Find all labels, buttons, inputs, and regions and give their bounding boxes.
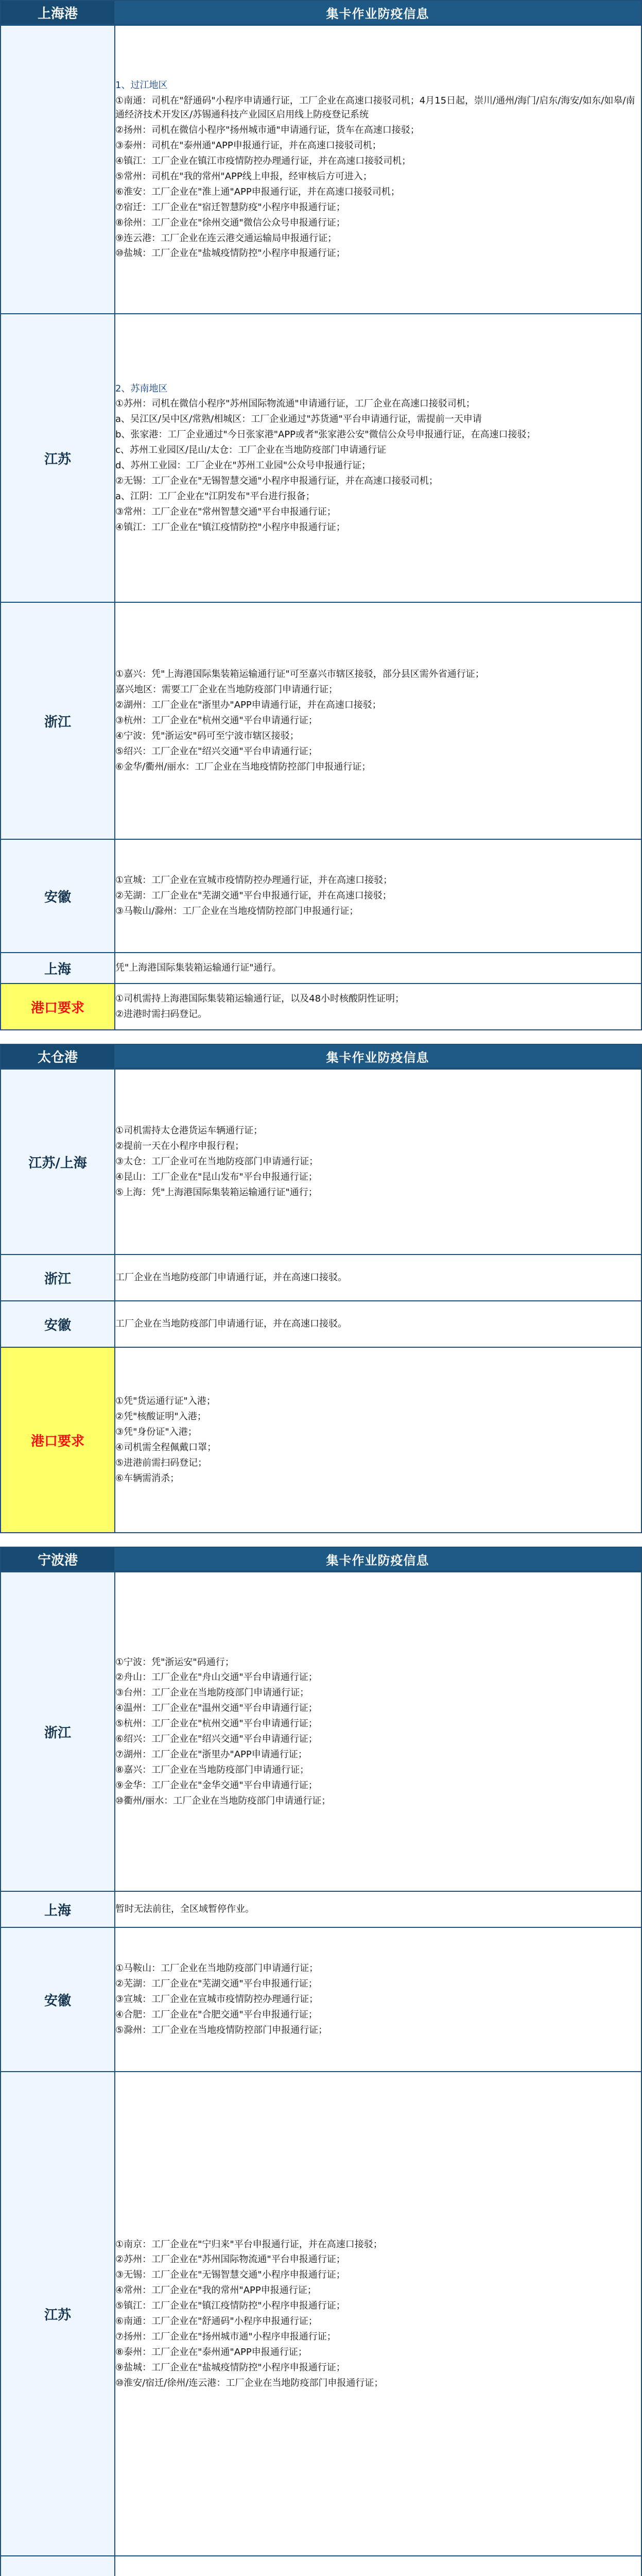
- region-content: [115, 1927, 641, 2072]
- section-header-taicang: [0, 1044, 642, 1069]
- region-content: [115, 839, 641, 953]
- region-content: [115, 984, 641, 1030]
- list-item: 凭"上海港国际集装箱运输通行证"通行。: [115, 962, 282, 974]
- region-label: 浙江: [1, 602, 115, 839]
- region-label: 江苏: [1, 2072, 115, 2556]
- region-label: 江苏/上海: [1, 1069, 115, 1255]
- list-item: ⑥绍兴：工厂企业在"绍兴交通"平台申请通行证；: [115, 1734, 318, 1744]
- section-title: 集卡作业防疫信息: [326, 6, 429, 21]
- list-item: ③马鞍山/滁州：工厂企业在当地疫情防控部门申报通行证；: [115, 905, 359, 917]
- region-label: 安徽: [1, 1301, 115, 1347]
- list-item: c、苏州工业园区/昆山/太仓：工厂企业在当地防疫部门申请通行证: [115, 445, 387, 456]
- region-label: 安徽: [1, 839, 115, 953]
- list-item: ⑤镇江：工厂企业在"镇江疫情防控"小程序申报通行证；: [115, 2300, 345, 2312]
- list-item: ①嘉兴：凭"上海港国际集装箱运输通行证"可至嘉兴市辖区接驳，部分县区需外省通行证；: [115, 669, 484, 680]
- region-label: 浙江: [1, 1255, 115, 1301]
- list-item: 暂时无法前往，全区域暂停作业。: [115, 1904, 254, 1915]
- list-item: b、张家港：工厂企业通过"今日张家港"APP或者"张家港公安"微信公众号申报通行证，在高速口接驳；: [115, 429, 536, 440]
- list-item: ⑦湖州：工厂企业在"浙里办"APP申请通行证；: [115, 1749, 307, 1760]
- list-item: ③宣城：工厂企业在宣城市疫情防控办理通行证；: [115, 1994, 319, 2005]
- list-item: ②芜湖：工厂企业在"芜湖交通"平台申报通行证，并在高速口接驳；: [115, 890, 392, 902]
- list-item: ⑥车辆需消杀；: [115, 1472, 180, 1484]
- list-item: ④镇江：工厂企业在"镇江疫情防控"小程序申报通行证；: [115, 521, 345, 533]
- region-label: 安徽: [1, 1927, 115, 2072]
- list-item: 工厂企业在当地防疫部门申请通行证，并在高速口接驳。: [115, 1272, 347, 1283]
- list-item: ⑤上海：凭"上海港国际集装箱运输通行证"通行；: [115, 1187, 318, 1198]
- list-item: ③凭"身份证"入港；: [115, 1427, 197, 1438]
- region-content: [115, 1891, 641, 1927]
- table-row: [1, 314, 641, 602]
- list-item: ②凭"核酸证明"入港；: [115, 1411, 206, 1422]
- list-item: ⑤进港前需扫码登记；: [115, 1457, 207, 1468]
- list-item: ④温州：工厂企业在"温州交通"平台申请通行证；: [115, 1703, 318, 1714]
- table-row: [1, 2072, 641, 2556]
- list-item: ①马鞍山：工厂企业在当地防疫部门申请通行证；: [115, 1963, 319, 1974]
- list-item: ④常州：工厂企业在"我的常州"APP申报通行证；: [115, 2285, 317, 2296]
- table-row: [1, 25, 641, 314]
- section-port-name: 太仓港: [1, 1045, 114, 1067]
- table-row: [1, 1069, 641, 1255]
- region-label: 上海: [1, 1891, 115, 1927]
- list-item: ⑧泰州：工厂企业在"泰州通"APP申报通行证；: [115, 2346, 307, 2358]
- list-item: ①宣城：工厂企业在宣城市疫情防控办理通行证，并在高速口接驳；: [115, 875, 393, 886]
- list-item: ③杭州：工厂企业在"杭州交通"平台申请通行证；: [115, 715, 318, 726]
- list-item: ⑤绍兴：工厂企业在"绍兴交通"平台申请通行证；: [115, 745, 318, 757]
- section-header-ningbo: [0, 1547, 642, 1571]
- list-item: 2、苏南地区: [115, 383, 168, 394]
- list-item: ②进港时需扫码登记。: [115, 1009, 207, 1020]
- region-label: [1, 2556, 115, 2576]
- list-item: 工厂企业在当地防疫部门申请通行证，并在高速口接驳。: [115, 1318, 347, 1330]
- region-label: [1, 25, 115, 314]
- list-item: ⑥金华/衢州/丽水：工厂企业在当地疫情防控部门申报通行证；: [115, 761, 371, 772]
- section-divider: [0, 1030, 642, 1044]
- table-row: [1, 984, 641, 1030]
- region-label: 上海: [1, 953, 115, 984]
- region-content: [115, 953, 641, 984]
- list-item: ⑩衢州/丽水：工厂企业在当地防疫部门申请通行证；: [115, 1795, 331, 1806]
- list-item: ②舟山：工厂企业在"舟山交通"平台申请通行证；: [115, 1672, 318, 1683]
- list-item: ①宁波：凭"浙运安"码通行；: [115, 1656, 234, 1668]
- list-item: ⑨金华：工厂企业在"金华交通"平台申请通行证；: [115, 1780, 318, 1791]
- section-table-ningbo: [0, 1571, 642, 2576]
- list-item: ①司机需持太仓港货运车辆通行证；: [115, 1125, 263, 1137]
- list-item: ②扬州：司机在微信小程序"扬州城市通"申请通行证，货车在高速口接驳；: [115, 125, 420, 136]
- section-divider: [0, 1533, 642, 1547]
- region-label: 港口要求: [1, 984, 115, 1030]
- list-item: ②芜湖：工厂企业在"芜湖交通"平台申报通行证；: [115, 1978, 318, 1990]
- list-item: ④宁波：凭"浙运安"码可至宁波市辖区接驳；: [115, 730, 299, 741]
- list-item: ③无锡：工厂企业在"无锡智慧交通"小程序申报通行证；: [115, 2269, 345, 2281]
- list-item: ④司机需全程佩戴口罩；: [115, 1442, 217, 1453]
- list-item: ⑥淮安：工厂企业在"淮上通"APP申报通行证，并在高速口接驳司机；: [115, 186, 400, 197]
- table-row: [1, 1891, 641, 1927]
- section-title: 集卡作业防疫信息: [326, 1050, 429, 1065]
- list-item: ⑨盐城：工厂企业在"盐城疫情防控"小程序申报通行证；: [115, 2362, 345, 2373]
- region-content: [115, 1255, 641, 1301]
- list-item: d、苏州工业园：工厂企业在"苏州工业园"公众号申报通行证；: [115, 460, 371, 471]
- list-item: ⑧嘉兴：工厂企业在当地防疫部门申请通行证；: [115, 1764, 309, 1775]
- region-content: [115, 1572, 641, 1891]
- table-row: [1, 839, 641, 953]
- region-content: [115, 314, 641, 602]
- list-item: ⑩淮安/宿迁/徐州/连云港：工厂企业在当地防疫部门申报通行证；: [115, 2377, 384, 2388]
- list-item: ⑤杭州：工厂企业在"杭州交通"平台申请通行证；: [115, 1718, 318, 1730]
- list-item: ③太仓：工厂企业可在当地防疫部门申请通行证；: [115, 1156, 319, 1167]
- region-label: 江苏: [1, 314, 115, 602]
- table-row: [1, 1301, 641, 1347]
- list-item: ⑩盐城：工厂企业在"盐城疫情防控"小程序申报通行证；: [115, 248, 345, 259]
- region-label: 港口要求: [1, 1347, 115, 1533]
- list-item: ⑧徐州：工厂企业在"徐州交通"微信公众号申报通行证；: [115, 217, 345, 228]
- list-item: ②无锡：工厂企业在"无锡智慧交通"小程序申报通行证，并在高速口接驳司机；: [115, 475, 438, 486]
- list-item: ①司机需持上海港国际集装箱运输通行证，以及48小时核酸阴性证明；: [115, 993, 405, 1005]
- section-port-name: 宁波港: [1, 1548, 114, 1570]
- list-item: ④镇江：工厂企业在镇江市疫情防控办理通行证，并在高速口接驳司机；: [115, 156, 411, 167]
- table-row: [1, 1347, 641, 1533]
- section-table-shanghai: [0, 25, 642, 1030]
- list-item: 嘉兴地区：需要工厂企业在当地防疫部门申请通行证；: [115, 684, 338, 696]
- section-header-shanghai: [0, 0, 642, 25]
- list-item: ⑤常州：司机在"我的常州"APP线上申报，经审核后方可进入；: [115, 171, 372, 182]
- list-item: 1、过江地区: [115, 79, 168, 91]
- region-content: [115, 2072, 641, 2556]
- list-item: ⑦扬州：工厂企业在"扬州城市通"小程序申报通行证；: [115, 2331, 336, 2342]
- table-row: [1, 1572, 641, 1891]
- list-item: ②苏州：工厂企业在"苏州国际物流通"平台申报通行证；: [115, 2254, 345, 2265]
- region-content: [115, 2556, 641, 2576]
- list-item: ③台州：工厂企业在当地防疫部门申请通行证；: [115, 1687, 309, 1699]
- list-item: ⑦宿迁：工厂企业在"宿迁智慧防疫"小程序申报通行证；: [115, 201, 345, 213]
- list-item: ①凭"货运通行证"入港；: [115, 1396, 216, 1407]
- table-row: [1, 1927, 641, 2072]
- list-item: ⑤滁州：工厂企业在当地疫情防控部门申报通行证；: [115, 2024, 328, 2036]
- list-item: ⑥南通：工厂企业在"舒通码"小程序申报通行证；: [115, 2316, 318, 2327]
- table-row: [1, 953, 641, 984]
- list-item: ③泰州：司机在"泰州通"APP申报通行证，并在高速口接驳司机；: [115, 140, 381, 151]
- list-item: ①南通：司机在"舒通码"小程序申请通行证，工厂企业在高速口接驳司机；4月15日起，崇川/通州/海门/启东/海安/如东/如皋/南通经济技术开发区/苏锡通科技产业园区启用线上防疫登记系统: [115, 95, 635, 121]
- section-table-taicang: [0, 1069, 642, 1533]
- list-item: ①南京：工厂企业在"宁归来"平台申报通行证，并在高速口接驳；: [115, 2239, 383, 2250]
- region-label: 浙江: [1, 1572, 115, 1891]
- table-row: [1, 1255, 641, 1301]
- list-item: ②湖州：工厂企业在"浙里办"APP申请通行证，并在高速口接驳；: [115, 700, 381, 711]
- region-content: [115, 1069, 641, 1255]
- region-content: [115, 1301, 641, 1347]
- list-item: ⑨连云港：工厂企业在连云港交通运输局申报通行证；: [115, 232, 337, 244]
- region-content: [115, 602, 641, 839]
- list-item: a、江阴：工厂企业在"江阴发布"平台进行报备；: [115, 490, 315, 502]
- section-title: 集卡作业防疫信息: [326, 1553, 429, 1568]
- section-port-name: 上海港: [1, 1, 114, 24]
- list-item: ④昆山：工厂企业在"昆山发布"平台申报通行证；: [115, 1171, 318, 1182]
- region-content: [115, 25, 641, 314]
- table-row: [1, 602, 641, 839]
- table-row: [1, 2556, 641, 2576]
- list-item: ②提前一天在小程序申报行程；: [115, 1141, 245, 1152]
- list-item: ①苏州：司机在微信小程序"苏州国际物流通"申请通行证，工厂企业在高速口接驳司机；: [115, 398, 475, 410]
- region-content: [115, 1347, 641, 1533]
- list-item: ④合肥：工厂企业在"合肥交通"平台申报通行证；: [115, 2009, 318, 2020]
- list-item: ③常州：工厂企业在"常州智慧交通"平台申报通行证；: [115, 506, 336, 517]
- list-item: a、吴江区/吴中区/常熟/相城区：工厂企业通过"苏货通"平台申请通行证，需提前一天申请: [115, 414, 482, 425]
